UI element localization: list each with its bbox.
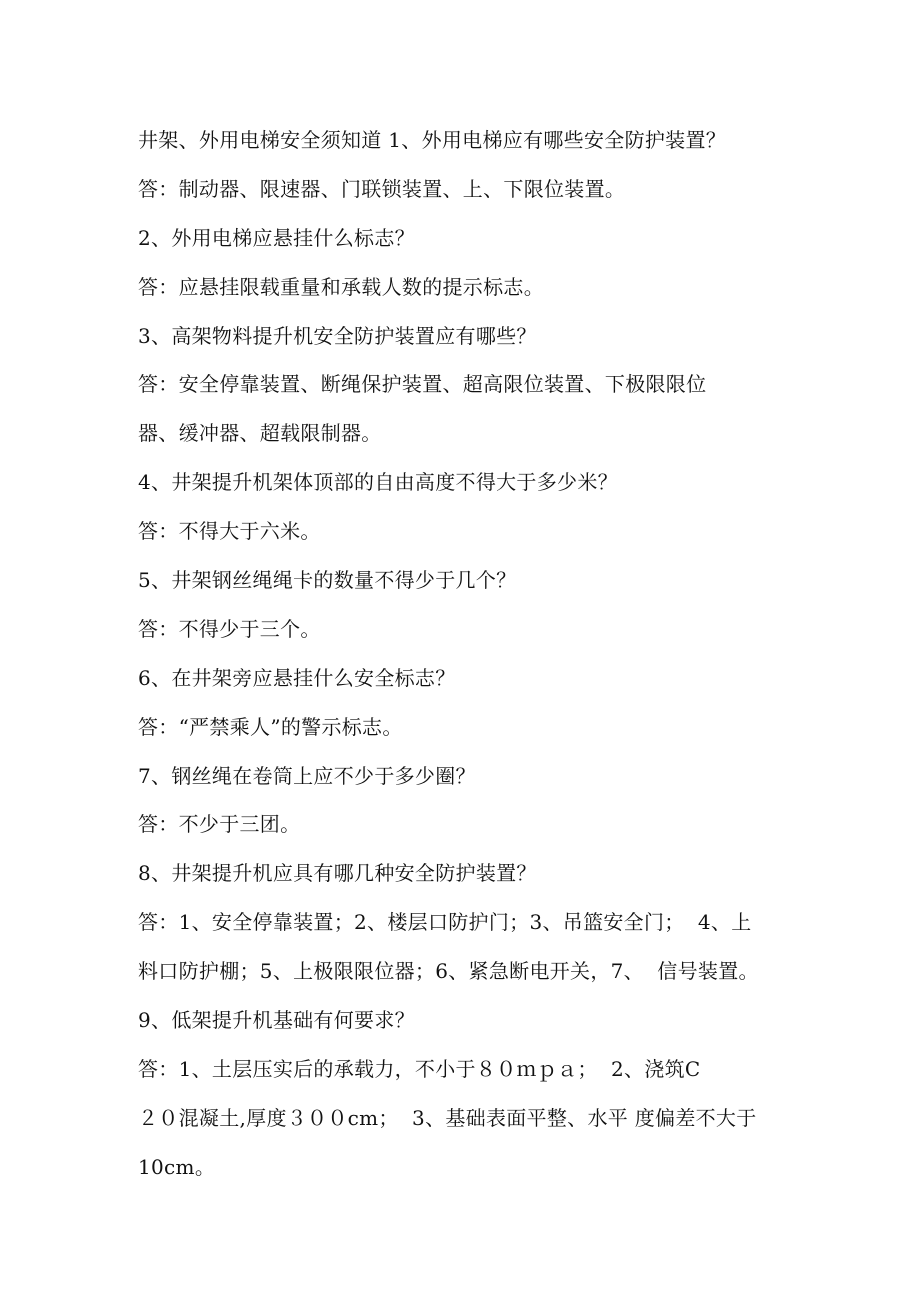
text-line: 答：1、安全停靠装置；2、楼层口防护门；3、吊篮安全门； 4、上 [138,910,752,935]
text-line: 6、在井架旁应悬挂什么安全标志？ [138,665,456,690]
text-line: 2、外用电梯应悬挂什么标志？ [138,225,415,250]
text-line: 7、钢丝绳在卷筒上应不少于多少圈？ [138,763,476,788]
text-line: 9、低架提升机基础有何要求？ [138,1008,415,1033]
text-line: 料口防护棚；5、上极限限位器；6、紧急断电开关，7、 信号装置。 [138,959,759,984]
text-line: 4、井架提升机架体顶部的自由高度不得大于多少米？ [138,470,618,495]
text-line: 答：不得少于三个。 [138,616,321,641]
text-line: 答：制动器、限速器、门联锁装置、上、下限位装置。 [138,176,626,201]
text-line: 井架、外用电梯安全须知道 1、外用电梯应有哪些安全防护装置？ [138,128,727,152]
text-line: 3、高架物料提升机安全防护装置应有哪些？ [138,323,537,348]
text-line: 答：“严禁乘人”的警示标志。 [138,714,403,739]
text-line: 器、缓冲器、超载限制器。 [138,421,382,446]
text-line: 10cm。 [138,1154,216,1179]
text-line: 5、井架钢丝绳绳卡的数量不得少于几个？ [138,568,517,593]
text-line: 答：1、土层压实后的承载力，不小于８０ｍｐａ； 2、浇筑C [138,1056,701,1081]
text-line: 答：不少于三团。 [138,812,301,837]
text-line: ２０混凝土,厚度３００cm； 3、基础表面平整、水平 度偏差不大于 [138,1105,757,1130]
text-line: 答：不得大于六米。 [138,519,321,544]
text-line: 答：应悬挂限载重量和承载人数的提示标志。 [138,274,544,299]
text-line: 答：安全停靠装置、断绳保护装置、超高限位装置、下极限限位 [138,372,707,397]
text-line: 8、井架提升机应具有哪几种安全防护装置？ [138,861,537,886]
document-body [138,120,798,1196]
